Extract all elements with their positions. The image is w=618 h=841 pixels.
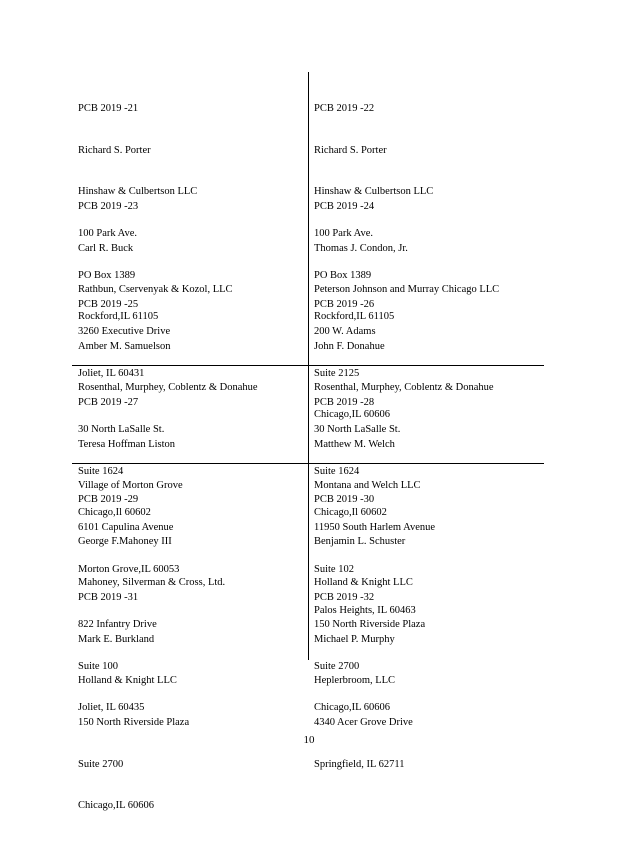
case-number: PCB 2019 -28 xyxy=(314,396,375,408)
case-number: PCB 2019 -31 xyxy=(78,591,139,603)
address-line: Carl R. Buck xyxy=(78,242,134,254)
service-entry xyxy=(78,563,189,841)
address-line: Rathbun, Cservenyak & Kozol, LLC xyxy=(78,284,233,296)
address-line: Benjamin L. Schuster xyxy=(314,535,406,547)
address-line: Rockford,IL 61105 xyxy=(314,311,395,323)
address-line: George F.Mahoney III xyxy=(78,535,172,547)
address-line: Chicago,IL 60606 xyxy=(78,800,155,812)
case-number: PCB 2019 -23 xyxy=(78,200,139,212)
address-line: Hinshaw & Culbertson LLC xyxy=(314,186,434,198)
page-number: 10 xyxy=(303,734,315,746)
address-line: 150 North Riverside Plaza xyxy=(78,716,190,728)
address-line: Matthew M. Welch xyxy=(314,438,395,450)
address-line: Peterson Johnson and Murray Chicago LLC xyxy=(314,284,500,296)
case-number: PCB 2019 -21 xyxy=(78,102,139,114)
address-line: Suite 1624 xyxy=(78,465,124,477)
address-line: Joliet, IL 60435 xyxy=(78,702,145,714)
case-number: PCB 2019 -30 xyxy=(314,493,375,505)
address-line: 150 North Riverside Plaza xyxy=(314,618,426,630)
address-line: 822 Infantry Drive xyxy=(78,618,157,630)
address-line: Hinshaw & Culbertson LLC xyxy=(78,186,198,198)
address-line: Suite 2700 xyxy=(78,758,124,770)
address-line: 4340 Acer Grove Drive xyxy=(314,716,413,728)
case-number: PCB 2019 -25 xyxy=(78,298,139,310)
address-line: Suite 100 xyxy=(78,660,118,672)
address-line: Richard S. Porter xyxy=(78,144,151,156)
address-line: 11950 South Harlem Avenue xyxy=(314,521,436,533)
address-line: Chicago,IL 60606 xyxy=(314,409,391,421)
address-line: Teresa Hoffman Liston xyxy=(78,438,176,450)
address-line: Suite 102 xyxy=(314,563,354,575)
address-line: Chicago,Il 60602 xyxy=(314,507,387,519)
case-number: PCB 2019 -24 xyxy=(314,200,375,212)
address-line: John F. Donahue xyxy=(314,340,385,352)
address-line: Suite 1624 xyxy=(314,465,360,477)
address-line: Chicago,Il 60602 xyxy=(78,507,151,519)
address-line: Thomas J. Condon, Jr. xyxy=(314,242,408,254)
case-number: PCB 2019 -22 xyxy=(314,102,375,114)
address-line: PO Box 1389 xyxy=(78,269,136,281)
address-line: Richard S. Porter xyxy=(314,144,387,156)
address-line: Heplerbroom, LLC xyxy=(314,675,396,687)
address-line: 200 W. Adams xyxy=(314,325,376,337)
address-line: Rosenthal, Murphey, Coblentz & Donahue xyxy=(314,382,494,394)
service-entry xyxy=(314,563,413,799)
column-divider xyxy=(308,72,309,660)
address-line: 30 North LaSalle St. xyxy=(314,423,401,435)
address-line: Holland & Knight LLC xyxy=(78,675,177,687)
address-line: Amber M. Samuelson xyxy=(78,340,171,352)
address-line: 6101 Capulina Avenue xyxy=(78,521,174,533)
address-line: Mahoney, Silverman & Cross, Ltd. xyxy=(78,577,226,589)
case-number: PCB 2019 -26 xyxy=(314,298,375,310)
address-line: 30 North LaSalle St. xyxy=(78,423,165,435)
address-line: 3260 Executive Drive xyxy=(78,325,171,337)
case-number: PCB 2019 -29 xyxy=(78,493,139,505)
address-line: 100 Park Ave. xyxy=(314,227,374,239)
address-line: 100 Park Ave. xyxy=(78,227,138,239)
address-line: Montana and Welch LLC xyxy=(314,480,421,492)
address-line: Chicago,IL 60606 xyxy=(314,702,391,714)
address-line: Rosenthal, Murphey, Coblentz & Donahue xyxy=(78,382,258,394)
address-line: Springfield, IL 62711 xyxy=(314,758,405,770)
address-line: Joliet, IL 60431 xyxy=(78,367,145,379)
address-line: Mark E. Burkland xyxy=(78,633,155,645)
address-line: Suite 2125 xyxy=(314,367,360,379)
address-line: Michael P. Murphy xyxy=(314,633,395,645)
case-number: PCB 2019 -27 xyxy=(78,396,139,408)
case-number: PCB 2019 -32 xyxy=(314,591,375,603)
address-line: PO Box 1389 xyxy=(314,269,372,281)
address-line: Morton Grove,IL 60053 xyxy=(78,563,180,575)
address-line: Holland & Knight LLC xyxy=(314,577,413,589)
address-line: Rockford,IL 61105 xyxy=(78,311,159,323)
address-line: Suite 2700 xyxy=(314,660,360,672)
address-line: Palos Heights, IL 60463 xyxy=(314,605,416,617)
address-line: Village of Morton Grove xyxy=(78,480,183,492)
